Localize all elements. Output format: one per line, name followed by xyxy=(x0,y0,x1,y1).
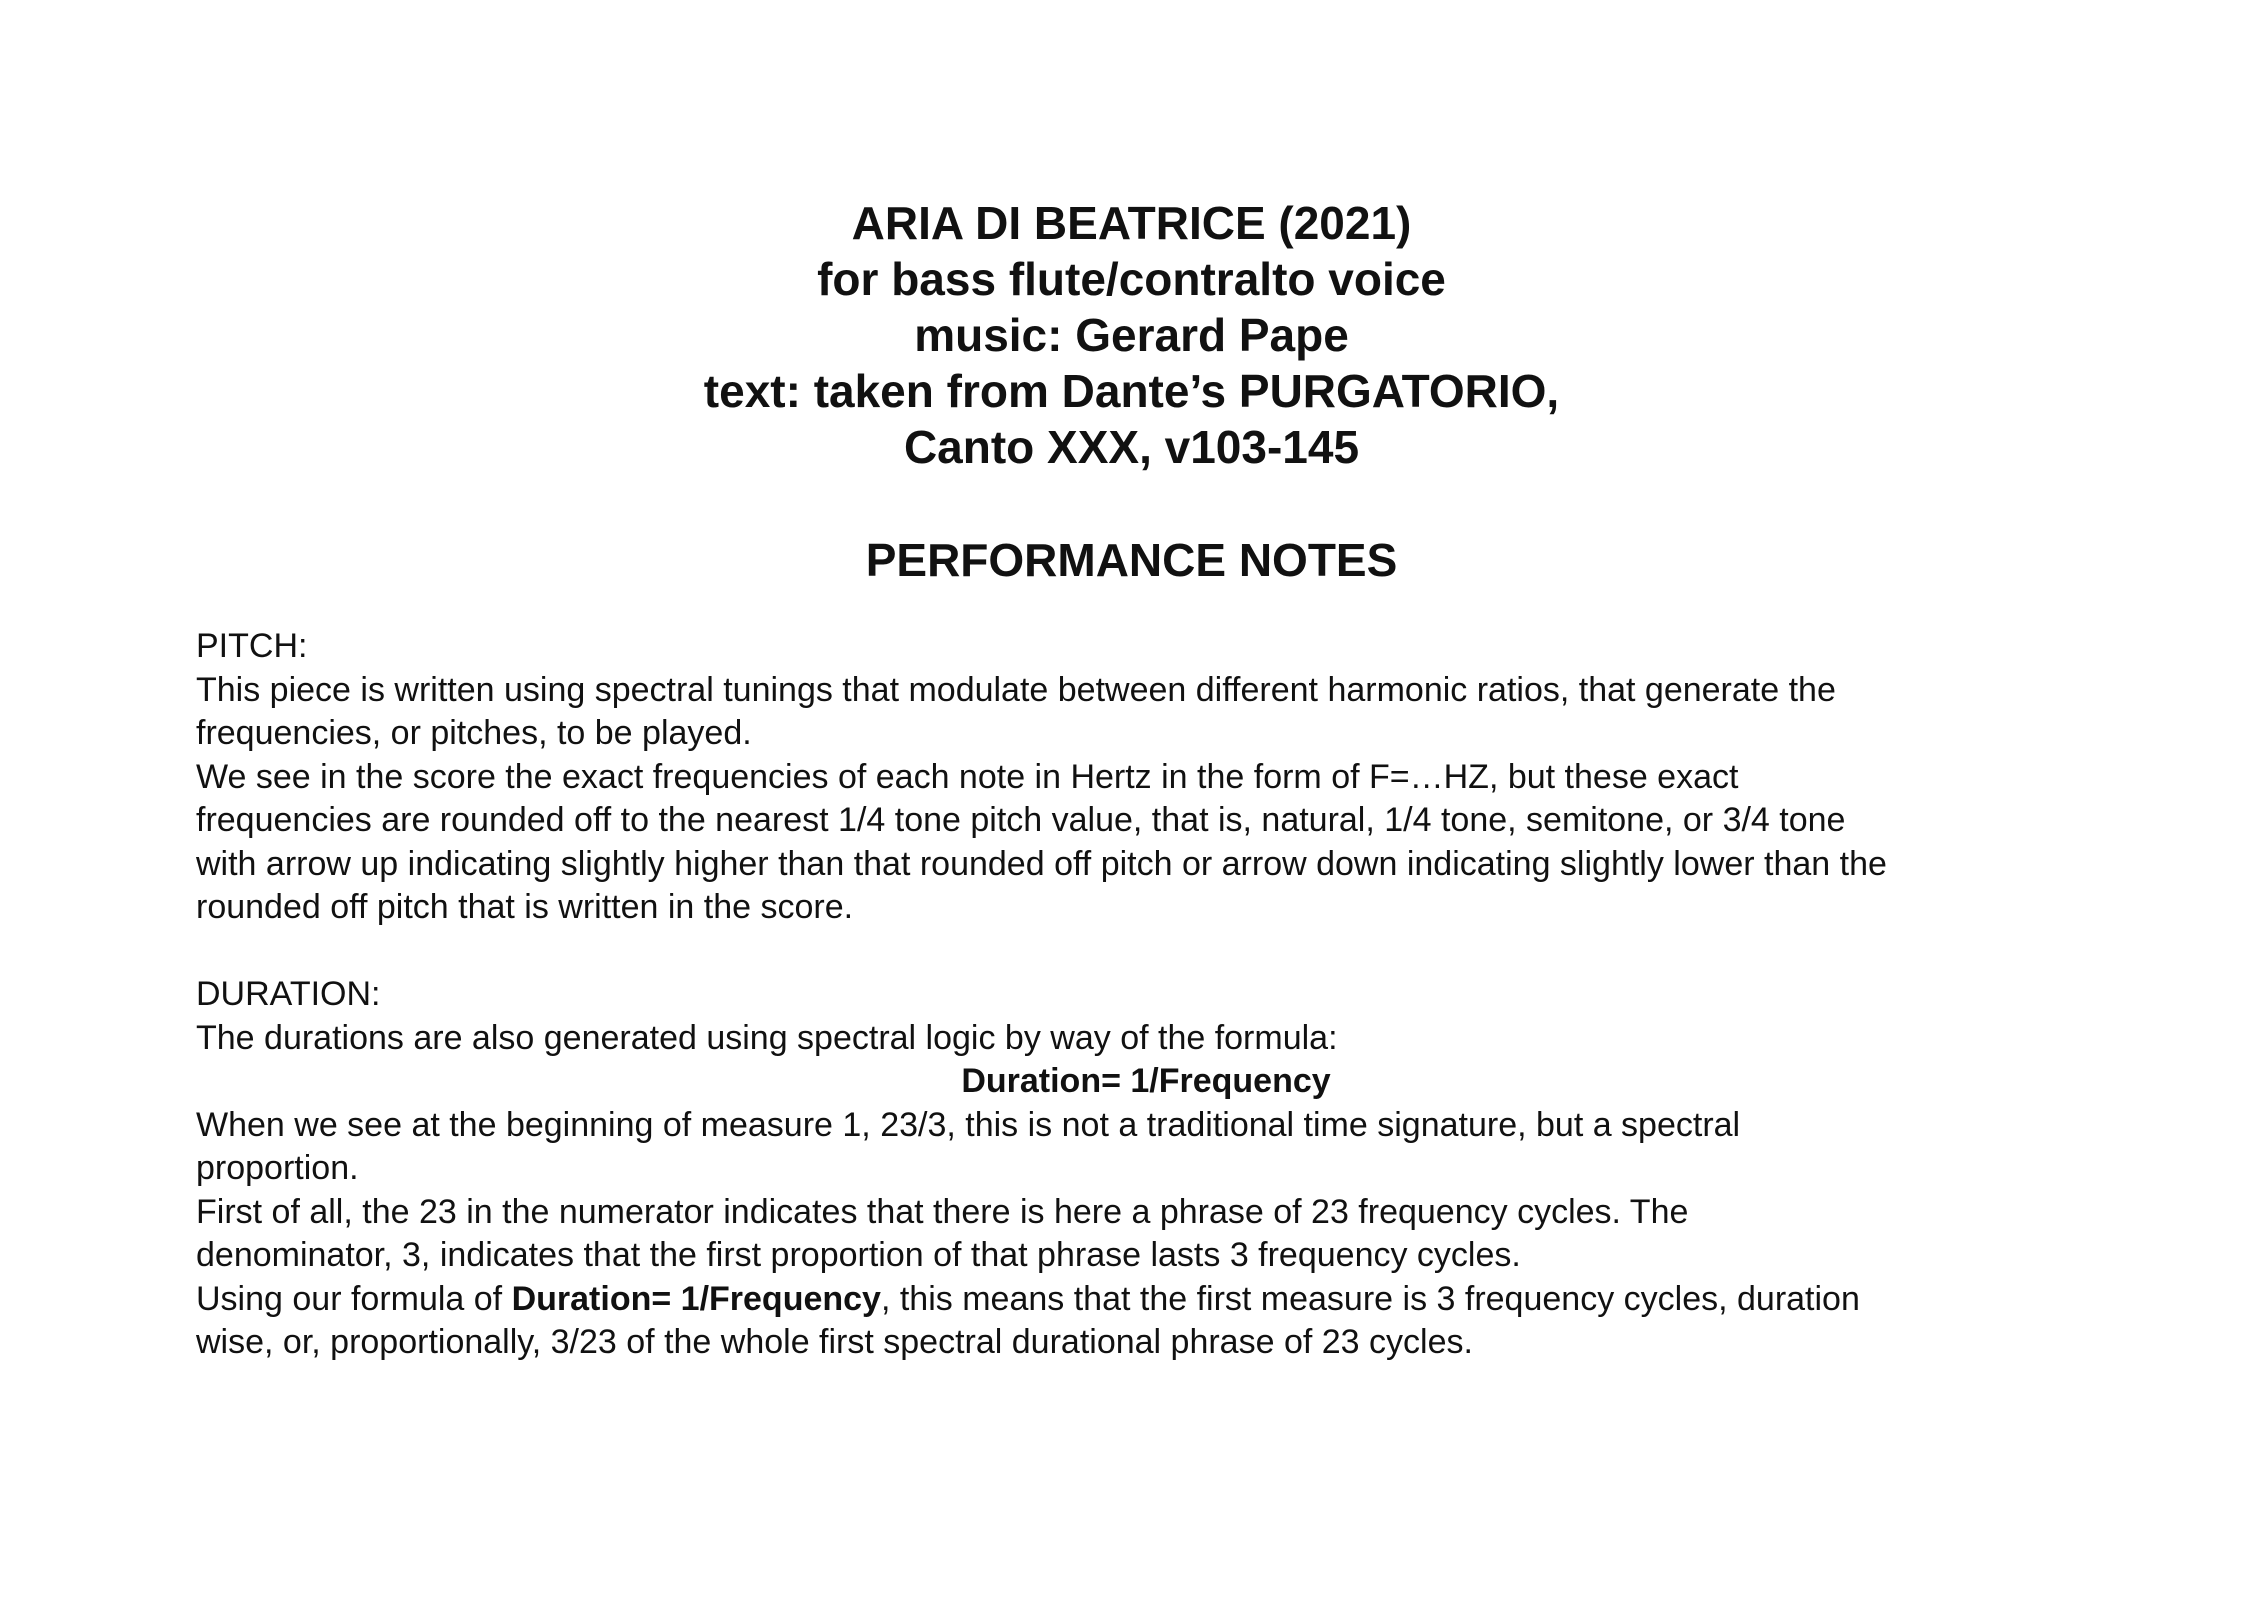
pitch-heading: PITCH: xyxy=(196,627,308,665)
body-text xyxy=(196,625,2096,1365)
performance-notes-heading: PERFORMANCE NOTES xyxy=(865,534,1398,586)
duration-line: First of all, the 23 in the numerator indicates that there is here a phrase of 23 frequency cycles. The xyxy=(196,1192,1689,1231)
pitch-line: frequencies, or pitches, to be played. xyxy=(196,714,752,752)
title-line-3: music: Gerard Pape xyxy=(914,309,1349,361)
duration-intro: The durations are also generated using spectral logic by way of the formula: xyxy=(196,1018,1338,1057)
duration-line: denominator, 3, indicates that the first proportion of that phrase lasts 3 frequency cycles. xyxy=(196,1236,1521,1274)
pitch-line: We see in the score the exact frequencies of each note in Hertz in the form of F=…HZ, but these exact xyxy=(196,757,1739,796)
pitch-line: with arrow up indicating slightly higher than that rounded off pitch or arrow down indicating slightly lower than the xyxy=(196,844,1887,883)
duration-line: proportion. xyxy=(196,1149,359,1187)
pitch-line: rounded off pitch that is written in the score. xyxy=(196,888,854,926)
duration-heading: DURATION: xyxy=(196,975,381,1013)
formula-line-prefix: Using our formula of xyxy=(196,1279,512,1318)
duration-line: When we see at the beginning of measure 1, 23/3, this is not a traditional time signature, but a spectral xyxy=(196,1105,1741,1144)
title-line-2: for bass flute/contralto voice xyxy=(817,253,1446,305)
duration-last-line: wise, or, proportionally, 3/23 of the whole first spectral durational phrase of 23 cycles. xyxy=(196,1323,1473,1361)
pitch-line: frequencies are rounded off to the nearest 1/4 tone pitch value, that is, natural, 1/4 tone, semitone, or 3/4 tone xyxy=(196,801,1846,839)
title-line-4: text: taken from Dante’s PURGATORIO, xyxy=(703,365,1560,417)
pitch-line: This piece is written using spectral tunings that modulate between different harmonic ratios, that generate the xyxy=(196,670,1836,709)
spacer xyxy=(196,930,2096,974)
formula-line-bold: Duration= 1/Frequency xyxy=(511,1279,881,1318)
duration-formula-line xyxy=(196,1278,2096,1322)
title-line-5: Canto XXX, v103-145 xyxy=(903,421,1360,473)
duration-formula: Duration= 1/Frequency xyxy=(961,1062,1331,1100)
title-line-1: ARIA DI BEATRICE (2021) xyxy=(851,197,1412,249)
formula-line-suffix: , this means that the first measure is 3 frequency cycles, duration xyxy=(880,1279,1860,1318)
title-block xyxy=(0,195,2263,475)
